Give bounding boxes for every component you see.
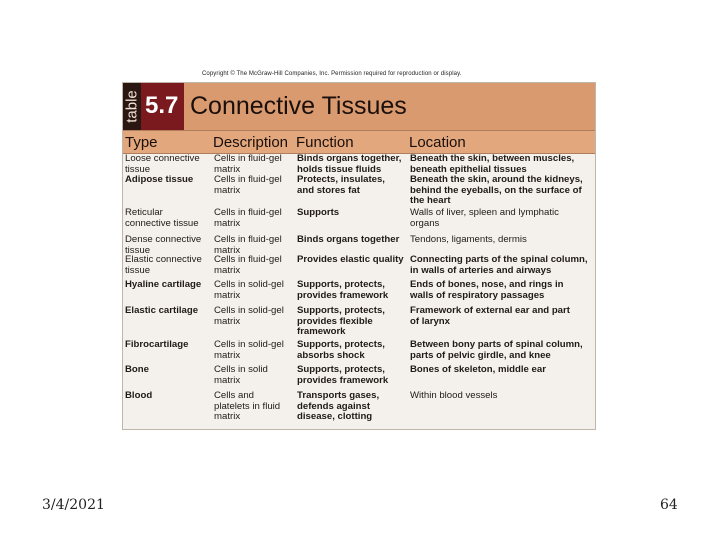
slide-page-number: 64 [660, 497, 678, 513]
table-tag-label: table [123, 90, 141, 123]
cell-description: Cells and platelets in fluid matrix [214, 390, 281, 422]
cell-description: Cells in solid-gel matrix [214, 339, 284, 361]
table-number: 5.7 [145, 92, 179, 119]
table-title: Connective Tissues [190, 92, 407, 120]
cell-function: Provides elastic quality [297, 254, 404, 265]
cell-type: Dense connective tissue [125, 234, 202, 256]
cell-function: Supports, protects, absorbs shock [297, 339, 385, 361]
cell-location: Tendons, ligaments, dermis [410, 234, 527, 245]
header-location: Location [409, 134, 466, 151]
header-type: Type [125, 134, 158, 151]
cell-function: Binds organs together [297, 234, 400, 245]
cell-type: Reticular connective tissue [125, 207, 199, 229]
cell-description: Cells in fluid-gel matrix [214, 207, 282, 229]
cell-type: Loose connective tissue [125, 153, 200, 175]
cell-function: Supports, protects, provides framework [297, 279, 389, 301]
cell-description: Cells in fluid-gel matrix [214, 234, 282, 256]
cell-description: Cells in solid matrix [214, 364, 268, 386]
cell-type: Elastic connective tissue [125, 254, 202, 276]
cell-location: Within blood vessels [410, 390, 498, 401]
cell-type: Fibrocartilage [125, 339, 189, 350]
table-number-box [141, 83, 184, 130]
cell-function: Protects, insulates, and stores fat [297, 174, 385, 196]
cell-function: Binds organs together, holds tissue fluids [297, 153, 402, 175]
cell-location: Ends of bones, nose, and rings in walls of respiratory passages [410, 279, 564, 301]
cell-type: Elastic cartilage [125, 305, 199, 316]
cell-function: Supports, protects, provides framework [297, 364, 389, 386]
cell-location: Bones of skeleton, middle ear [410, 364, 546, 375]
cell-description: Cells in fluid-gel matrix [214, 174, 282, 196]
cell-description: Cells in fluid-gel matrix [214, 153, 282, 175]
cell-location: Framework of external ear and part of larynx [410, 305, 570, 327]
cell-type: Blood [125, 390, 153, 401]
header-description: Description [213, 134, 289, 151]
cell-location: Connecting parts of the spinal column, in walls of arteries and airways [410, 254, 588, 276]
cell-location: Beneath the skin, around the kidneys, behind the eyeballs, on the surface of the heart [410, 174, 583, 206]
slide-date: 3/4/2021 [42, 497, 105, 513]
table-banner [123, 83, 595, 130]
copyright-notice: Copyright © The McGraw-Hill Companies, Inc. Permission required for reproduction or display. [202, 71, 462, 77]
cell-function: Transports gases, defends against disease, clotting [297, 390, 380, 422]
cell-function: Supports, protects, provides flexible framework [297, 305, 385, 337]
cell-description: Cells in solid-gel matrix [214, 279, 284, 301]
cell-location: Walls of liver, spleen and lymphatic organs [410, 207, 559, 229]
cell-function: Supports [297, 207, 340, 218]
cell-type: Adipose tissue [125, 174, 194, 185]
cell-type: Hyaline cartilage [125, 279, 202, 290]
cell-location: Beneath the skin, between muscles, beneath epithelial tissues [410, 153, 575, 175]
connective-tissues-table [122, 82, 596, 430]
table-tag [123, 83, 141, 130]
cell-description: Cells in solid-gel matrix [214, 305, 284, 327]
cell-type: Bone [125, 364, 149, 375]
cell-location: Between bony parts of spinal column, parts of pelvic girdle, and knee [410, 339, 583, 361]
header-function: Function [296, 134, 354, 151]
table-header-row [123, 130, 595, 154]
cell-description: Cells in fluid-gel matrix [214, 254, 282, 276]
